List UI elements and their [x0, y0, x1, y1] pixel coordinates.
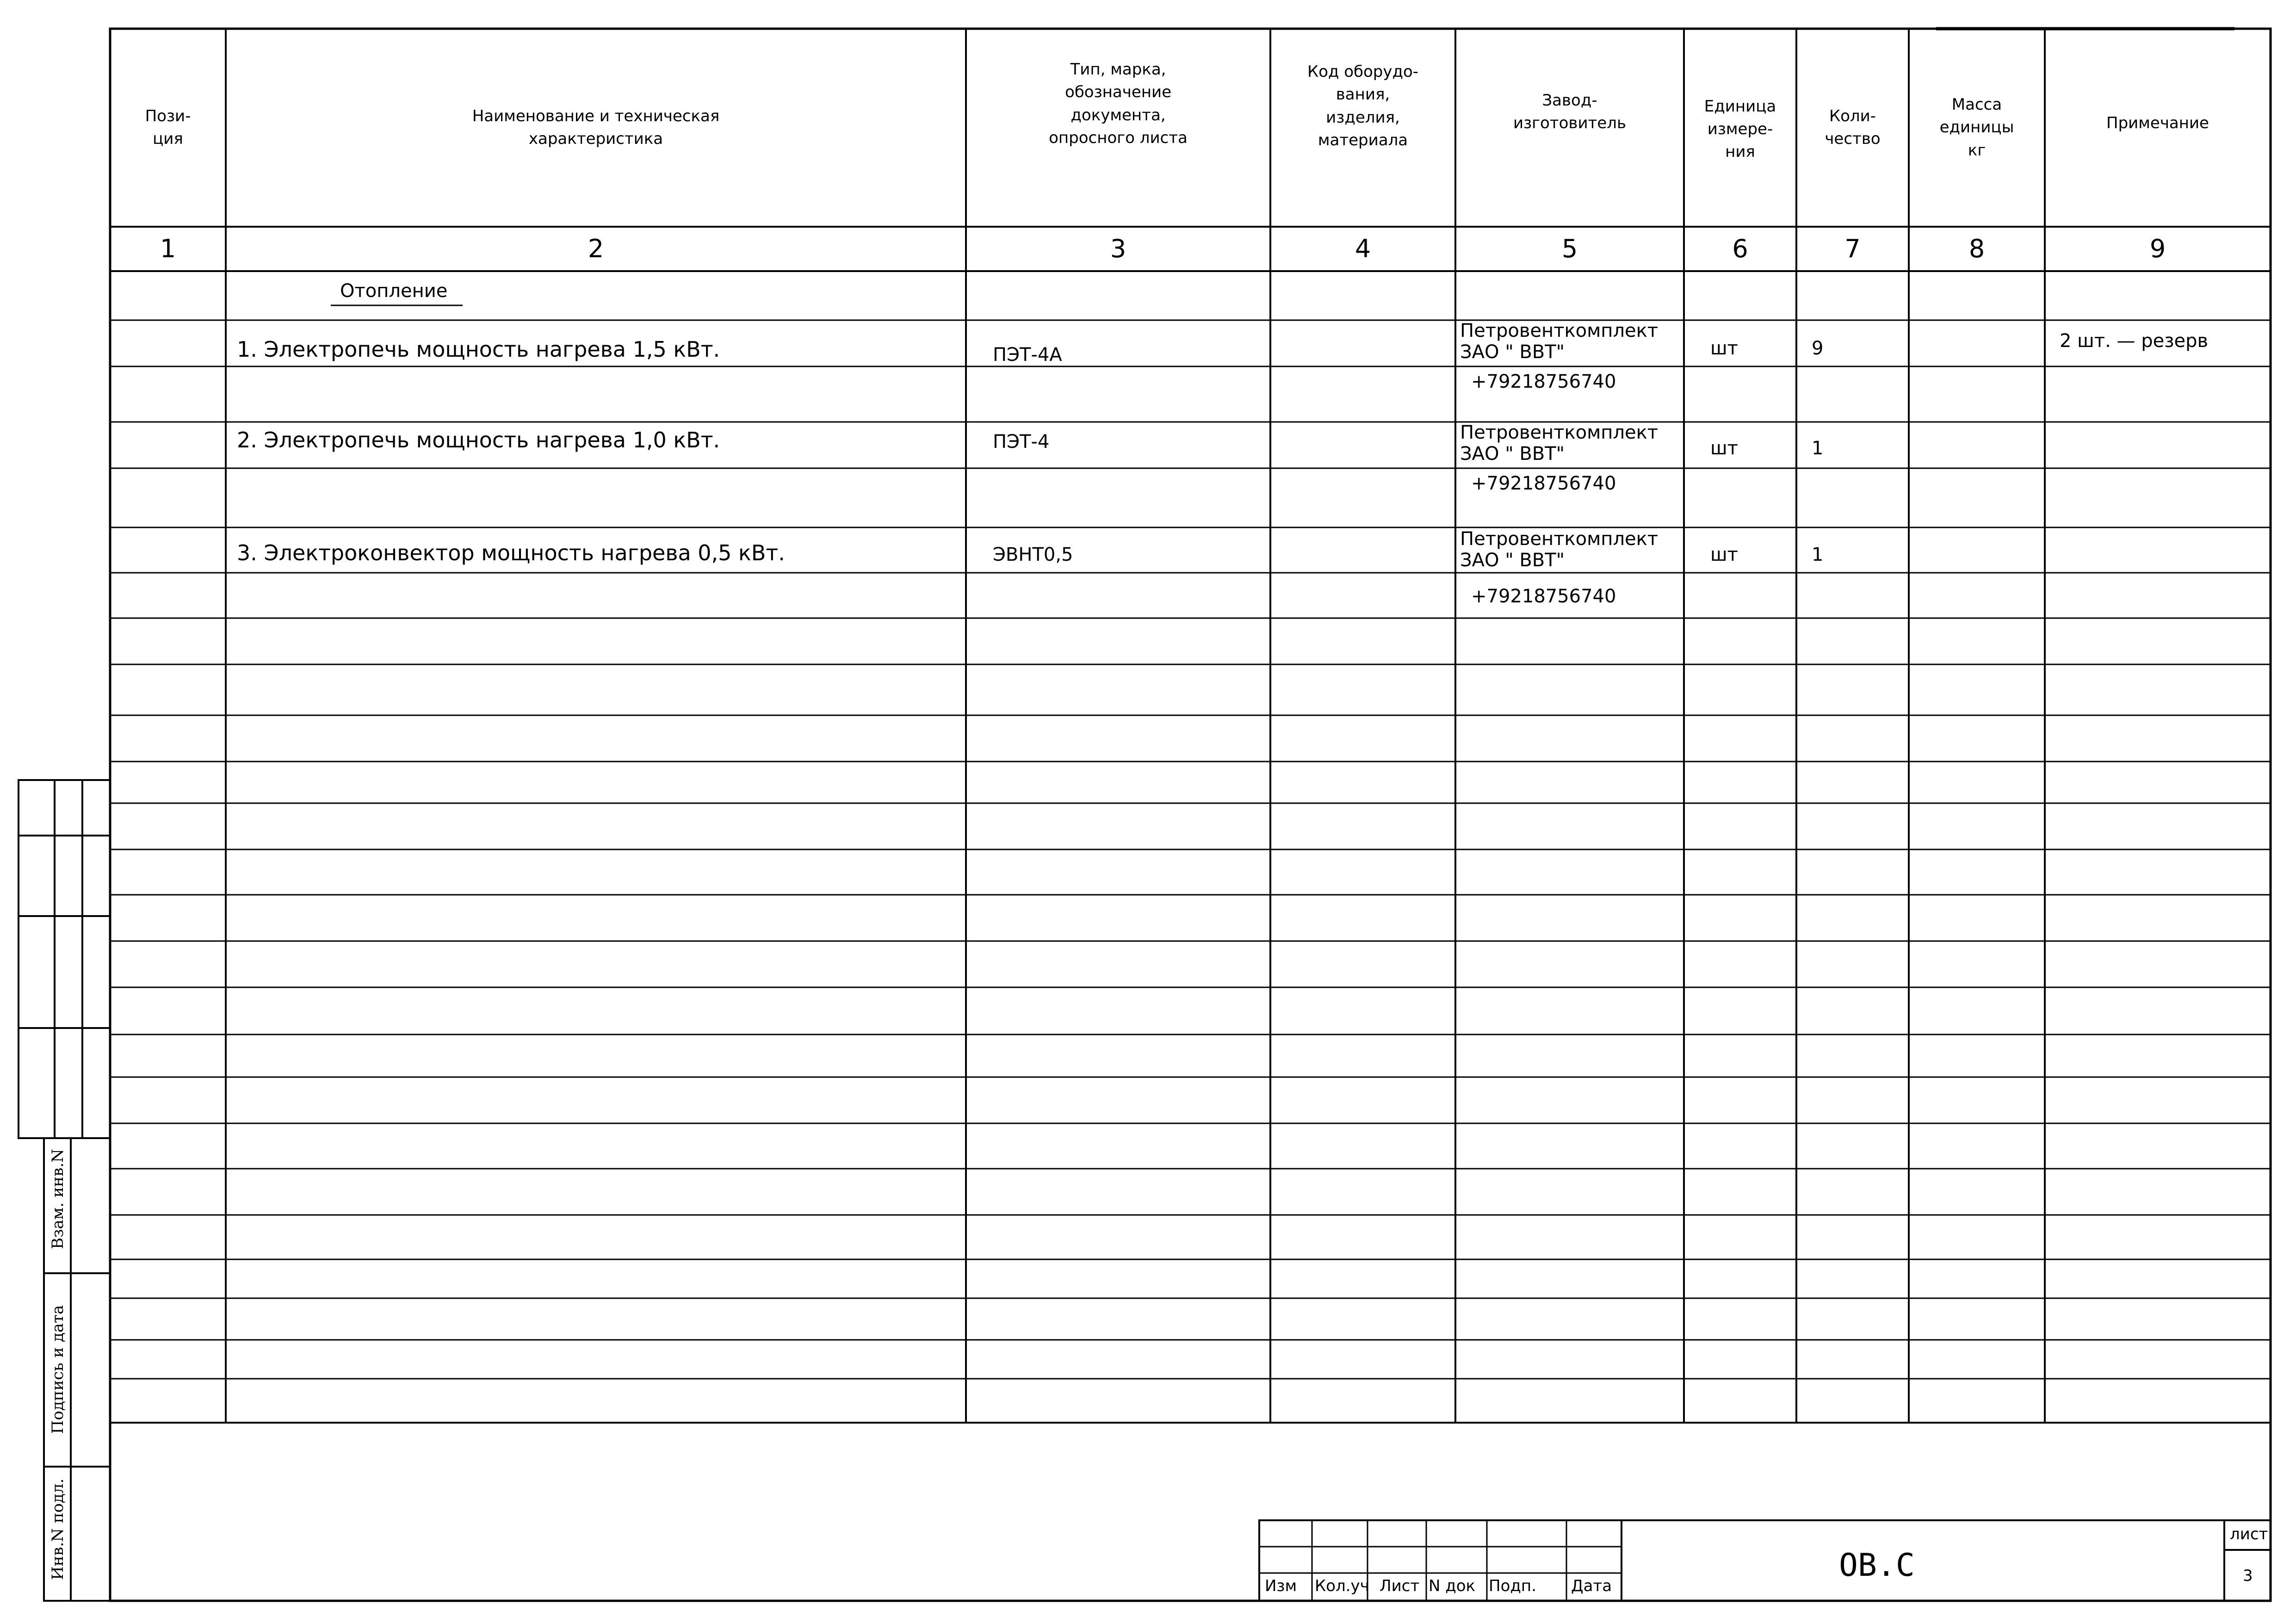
sheet-label: лист [2230, 1525, 2268, 1543]
column-number: 3 [1110, 234, 1126, 263]
item-manufacturer: Петровенткомплект [1460, 528, 1659, 550]
item-quantity: 9 [1812, 338, 1824, 359]
column-number: 4 [1355, 234, 1371, 263]
header-mass: Масса единицы кг [1939, 95, 2014, 160]
sheet-number: 3 [2243, 1567, 2253, 1585]
stamp-inv-original: Инв.N подл. [49, 1478, 67, 1580]
item-manufacturer-company: ЗАО " ВВТ" [1460, 341, 1565, 363]
item-phone: +79218756740 [1471, 473, 1616, 494]
item-manufacturer: Петровенткомплект [1460, 320, 1659, 341]
column-number: 5 [1561, 234, 1578, 263]
item-type: ПЭТ-4А [993, 344, 1062, 365]
stamp-sign-date: Подпись и дата [49, 1305, 67, 1434]
column-number: 9 [2149, 234, 2166, 263]
column-number: 6 [1732, 234, 1748, 263]
item-manufacturer-company: ЗАО " ВВТ" [1460, 550, 1565, 571]
header-code: Код оборудо- вания, изделия, материала [1307, 62, 1419, 149]
column-number: 1 [160, 234, 176, 263]
title-block-podp: Подп. [1489, 1577, 1536, 1595]
item-unit: шт [1710, 544, 1738, 565]
item-type: ПЭТ-4 [993, 431, 1050, 452]
item-quantity: 1 [1812, 438, 1824, 459]
title-block-list: Лист [1380, 1577, 1420, 1595]
section-title: Отопление [340, 280, 448, 302]
header-quantity: Коли- чество [1825, 106, 1881, 148]
column-number: 7 [1844, 234, 1861, 263]
item-type: ЭВНТ0,5 [993, 544, 1073, 565]
title-block-n-dok: N док [1429, 1577, 1476, 1595]
title-block-kol-uch: Кол.уч [1315, 1577, 1369, 1595]
header-unit: Единица измере- ния [1704, 97, 1776, 161]
stamp-inv-replace: Взам. инв.N [49, 1149, 67, 1249]
item-manufacturer-company: ЗАО " ВВТ" [1460, 443, 1565, 465]
title-block-izm: Изм [1265, 1577, 1297, 1595]
header-name: Наименование и техническая характеристика [472, 106, 720, 148]
item-manufacturer: Петровенткомплект [1460, 422, 1659, 443]
item-note: 2 шт. — резерв [2060, 330, 2209, 352]
header-manufacturer: Завод- изготовитель [1513, 91, 1627, 132]
item-unit: шт [1710, 438, 1738, 459]
column-number: 8 [1968, 234, 1985, 263]
item-name: 2. Электропечь мощность нагрева 1,0 кВт. [237, 427, 720, 452]
item-phone: +79218756740 [1471, 586, 1616, 607]
column-number: 2 [588, 234, 604, 263]
item-phone: +79218756740 [1471, 371, 1616, 392]
header-position: Пози- ция [145, 106, 191, 148]
document-code: ОВ.С [1839, 1547, 1915, 1584]
item-name: 3. Электроконвектор мощность нагрева 0,5 кВт. [237, 540, 785, 565]
header-note: Примечание [2106, 114, 2209, 133]
title-block-data: Дата [1571, 1577, 1612, 1595]
item-unit: шт [1710, 338, 1738, 359]
item-quantity: 1 [1812, 544, 1824, 565]
header-type: Тип, марка, обозначение документа, опросного листа [1049, 60, 1188, 147]
item-name: 1. Электропечь мощность нагрева 1,5 кВт. [237, 337, 720, 362]
